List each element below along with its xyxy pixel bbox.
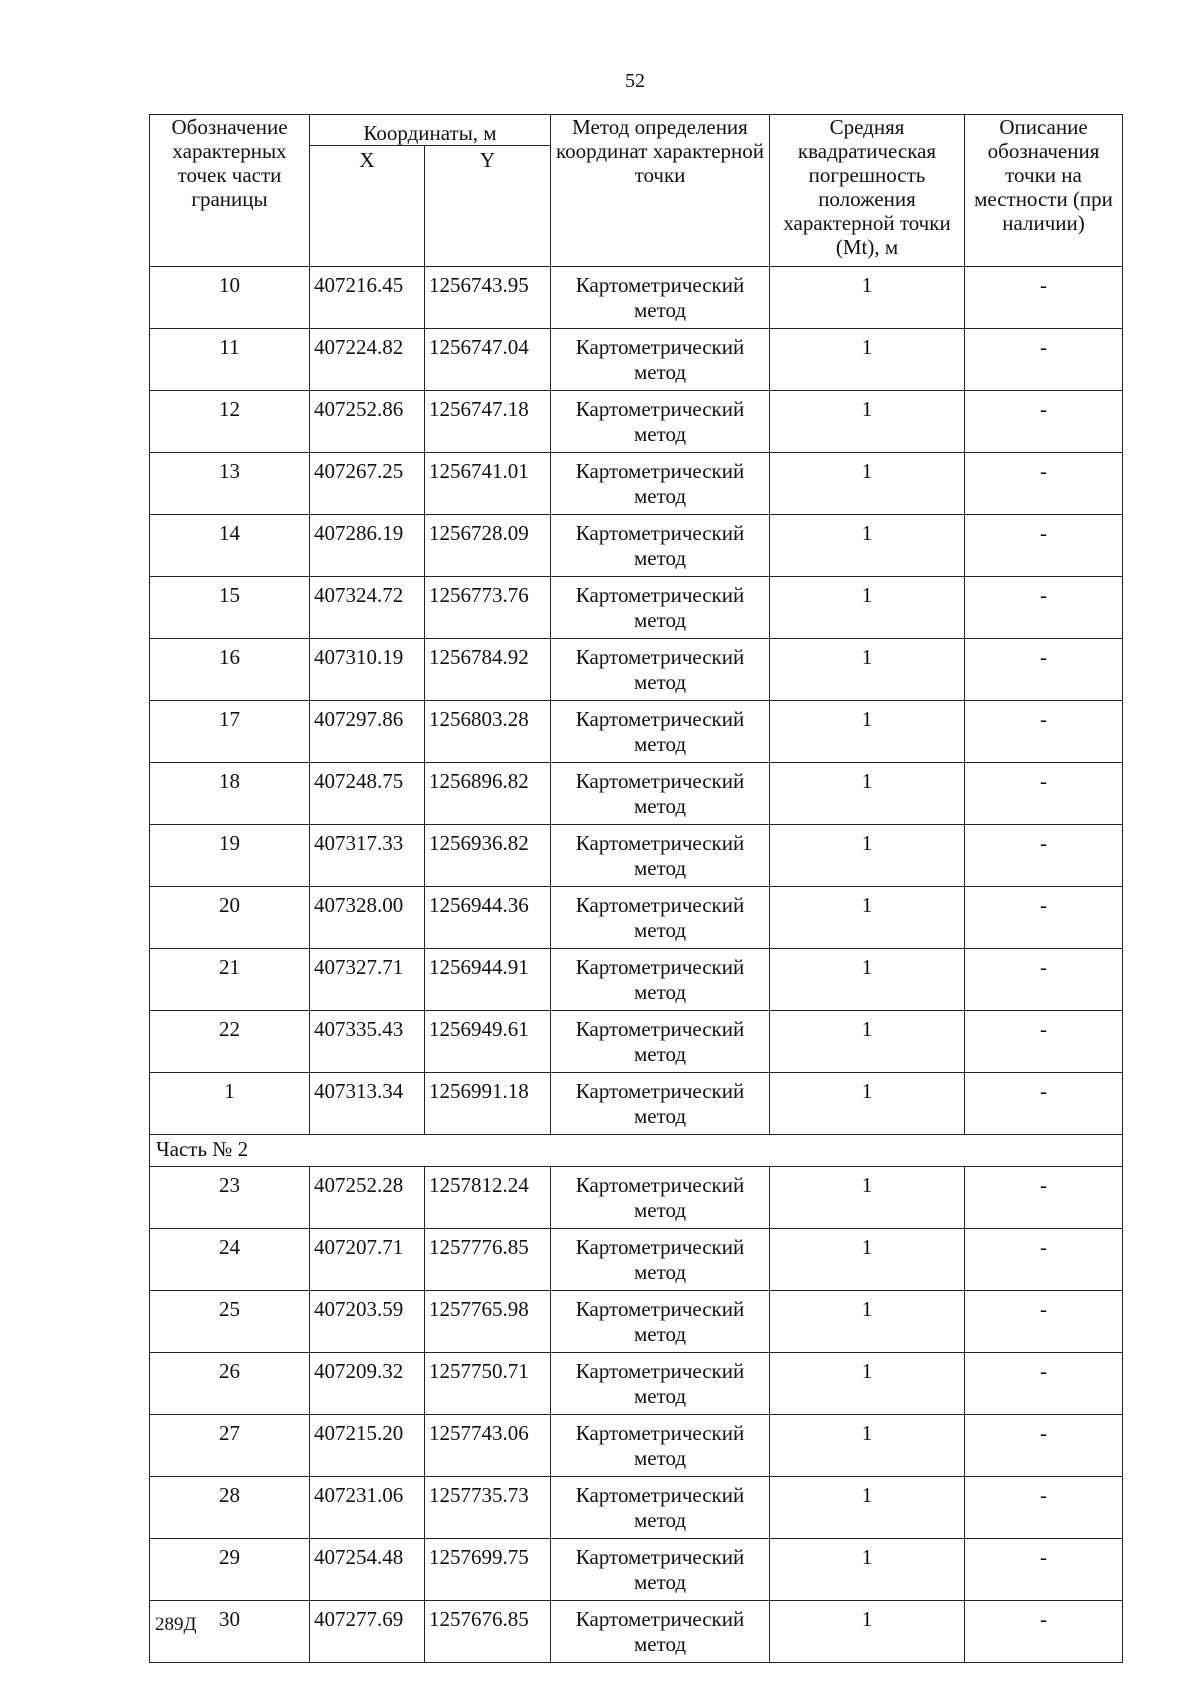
y-coordinate-cell: 1256936.82 <box>425 825 551 887</box>
table-row <box>150 1229 1123 1291</box>
table-row <box>150 701 1123 763</box>
description-cell: - <box>965 639 1123 701</box>
method-cell: Картометрический метод <box>551 1291 770 1353</box>
x-coordinate-cell: 407335.43 <box>310 1011 425 1073</box>
point-cell: 22 <box>150 1011 310 1073</box>
y-coordinate-cell: 1257750.71 <box>425 1353 551 1415</box>
y-coordinate-cell: 1256991.18 <box>425 1073 551 1135</box>
y-coordinate-cell: 1256741.01 <box>425 453 551 515</box>
method-cell: Картометрический метод <box>551 949 770 1011</box>
x-coordinate-cell: 407207.71 <box>310 1229 425 1291</box>
description-cell: - <box>965 267 1123 329</box>
method-cell: Картометрический метод <box>551 577 770 639</box>
error-cell: 1 <box>770 825 965 887</box>
x-coordinate-cell: 407203.59 <box>310 1291 425 1353</box>
point-cell: 12 <box>150 391 310 453</box>
x-coordinate-cell: 407254.48 <box>310 1539 425 1601</box>
y-coordinate-cell: 1257776.85 <box>425 1229 551 1291</box>
x-coordinate-cell: 407224.82 <box>310 329 425 391</box>
method-cell: Картометрический метод <box>551 639 770 701</box>
header-x: X <box>310 146 425 267</box>
error-cell: 1 <box>770 763 965 825</box>
y-coordinate-cell: 1257812.24 <box>425 1167 551 1229</box>
method-cell: Картометрический метод <box>551 1011 770 1073</box>
point-cell: 10 <box>150 267 310 329</box>
description-cell: - <box>965 577 1123 639</box>
error-cell: 1 <box>770 1073 965 1135</box>
y-coordinate-cell: 1256949.61 <box>425 1011 551 1073</box>
point-cell: 29 <box>150 1539 310 1601</box>
error-cell: 1 <box>770 1415 965 1477</box>
table-row <box>150 763 1123 825</box>
header-description: Описание обозначения точки на местности (при наличии) <box>965 115 1123 267</box>
x-coordinate-cell: 407286.19 <box>310 515 425 577</box>
error-cell: 1 <box>770 639 965 701</box>
document-code: 289Д <box>155 1614 197 1635</box>
method-cell: Картометрический метод <box>551 1539 770 1601</box>
description-cell: - <box>965 1539 1123 1601</box>
point-cell: 20 <box>150 887 310 949</box>
coordinates-table <box>149 114 1123 1663</box>
x-coordinate-cell: 407313.34 <box>310 1073 425 1135</box>
error-cell: 1 <box>770 1229 965 1291</box>
point-cell: 1 <box>150 1073 310 1135</box>
method-cell: Картометрический метод <box>551 1073 770 1135</box>
description-cell: - <box>965 701 1123 763</box>
table-row <box>150 1167 1123 1229</box>
method-cell: Картометрический метод <box>551 763 770 825</box>
method-cell: Картометрический метод <box>551 515 770 577</box>
error-cell: 1 <box>770 267 965 329</box>
error-cell: 1 <box>770 391 965 453</box>
error-cell: 1 <box>770 1353 965 1415</box>
point-cell: 14 <box>150 515 310 577</box>
x-coordinate-cell: 407324.72 <box>310 577 425 639</box>
y-coordinate-cell: 1257743.06 <box>425 1415 551 1477</box>
description-cell: - <box>965 515 1123 577</box>
header-coordinates: Координаты, м <box>310 115 551 146</box>
header-point: Обозначение характерных точек части границы <box>150 115 310 267</box>
error-cell: 1 <box>770 1477 965 1539</box>
table-body-part-2 <box>150 1167 1123 1663</box>
point-cell: 27 <box>150 1415 310 1477</box>
table-row <box>150 1539 1123 1601</box>
table-body-part-1 <box>150 267 1123 1135</box>
error-cell: 1 <box>770 701 965 763</box>
y-coordinate-cell: 1257735.73 <box>425 1477 551 1539</box>
method-cell: Картометрический метод <box>551 267 770 329</box>
description-cell: - <box>965 1073 1123 1135</box>
y-coordinate-cell: 1256944.36 <box>425 887 551 949</box>
point-cell: 15 <box>150 577 310 639</box>
point-cell: 26 <box>150 1353 310 1415</box>
description-cell: - <box>965 949 1123 1011</box>
y-coordinate-cell: 1256773.76 <box>425 577 551 639</box>
x-coordinate-cell: 407277.69 <box>310 1601 425 1663</box>
description-cell: - <box>965 1415 1123 1477</box>
table-row <box>150 825 1123 887</box>
error-cell: 1 <box>770 887 965 949</box>
method-cell: Картометрический метод <box>551 1229 770 1291</box>
table-row <box>150 1601 1123 1663</box>
error-cell: 1 <box>770 1011 965 1073</box>
table-row <box>150 329 1123 391</box>
x-coordinate-cell: 407317.33 <box>310 825 425 887</box>
error-cell: 1 <box>770 453 965 515</box>
table-row <box>150 1011 1123 1073</box>
point-cell: 13 <box>150 453 310 515</box>
y-coordinate-cell: 1256747.04 <box>425 329 551 391</box>
x-coordinate-cell: 407310.19 <box>310 639 425 701</box>
x-coordinate-cell: 407267.25 <box>310 453 425 515</box>
x-coordinate-cell: 407328.00 <box>310 887 425 949</box>
y-coordinate-cell: 1257699.75 <box>425 1539 551 1601</box>
x-coordinate-cell: 407215.20 <box>310 1415 425 1477</box>
error-cell: 1 <box>770 1167 965 1229</box>
description-cell: - <box>965 763 1123 825</box>
point-cell: 25 <box>150 1291 310 1353</box>
description-cell: - <box>965 453 1123 515</box>
method-cell: Картометрический метод <box>551 1415 770 1477</box>
table-row <box>150 515 1123 577</box>
point-cell: 16 <box>150 639 310 701</box>
y-coordinate-cell: 1257765.98 <box>425 1291 551 1353</box>
error-cell: 1 <box>770 577 965 639</box>
method-cell: Картометрический метод <box>551 453 770 515</box>
x-coordinate-cell: 407297.86 <box>310 701 425 763</box>
method-cell: Картометрический метод <box>551 825 770 887</box>
table-row <box>150 453 1123 515</box>
point-cell: 21 <box>150 949 310 1011</box>
x-coordinate-cell: 407216.45 <box>310 267 425 329</box>
method-cell: Картометрический метод <box>551 329 770 391</box>
point-cell: 28 <box>150 1477 310 1539</box>
error-cell: 1 <box>770 949 965 1011</box>
y-coordinate-cell: 1257676.85 <box>425 1601 551 1663</box>
description-cell: - <box>965 1229 1123 1291</box>
header-error: Средняя квадратическая погрешность положения характерной точки (Mt), м <box>770 115 965 267</box>
method-cell: Картометрический метод <box>551 887 770 949</box>
error-cell: 1 <box>770 329 965 391</box>
description-cell: - <box>965 1477 1123 1539</box>
error-cell: 1 <box>770 1539 965 1601</box>
y-coordinate-cell: 1256747.18 <box>425 391 551 453</box>
x-coordinate-cell: 407209.32 <box>310 1353 425 1415</box>
table-row <box>150 1291 1123 1353</box>
description-cell: - <box>965 1167 1123 1229</box>
table-body-part-2-label <box>150 1135 1123 1167</box>
table-row <box>150 639 1123 701</box>
header-method: Метод определения координат характерной точки <box>551 115 770 267</box>
point-cell: 11 <box>150 329 310 391</box>
description-cell: - <box>965 1011 1123 1073</box>
x-coordinate-cell: 407248.75 <box>310 763 425 825</box>
part-2-row <box>150 1135 1123 1167</box>
description-cell: - <box>965 1601 1123 1663</box>
header-row-top <box>150 115 1123 146</box>
point-cell: 23 <box>150 1167 310 1229</box>
x-coordinate-cell: 407252.28 <box>310 1167 425 1229</box>
y-coordinate-cell: 1256803.28 <box>425 701 551 763</box>
point-cell: 17 <box>150 701 310 763</box>
table-row <box>150 577 1123 639</box>
description-cell: - <box>965 329 1123 391</box>
error-cell: 1 <box>770 515 965 577</box>
x-coordinate-cell: 407252.86 <box>310 391 425 453</box>
y-coordinate-cell: 1256743.95 <box>425 267 551 329</box>
point-cell: 30 <box>150 1601 310 1663</box>
method-cell: Картометрический метод <box>551 1477 770 1539</box>
method-cell: Картометрический метод <box>551 1167 770 1229</box>
y-coordinate-cell: 1256728.09 <box>425 515 551 577</box>
y-coordinate-cell: 1256784.92 <box>425 639 551 701</box>
point-cell: 19 <box>150 825 310 887</box>
page-number: 52 <box>625 70 645 92</box>
description-cell: - <box>965 825 1123 887</box>
table-row <box>150 1073 1123 1135</box>
method-cell: Картометрический метод <box>551 1353 770 1415</box>
y-coordinate-cell: 1256944.91 <box>425 949 551 1011</box>
error-cell: 1 <box>770 1601 965 1663</box>
y-coordinate-cell: 1256896.82 <box>425 763 551 825</box>
error-cell: 1 <box>770 1291 965 1353</box>
table-row <box>150 1353 1123 1415</box>
method-cell: Картометрический метод <box>551 391 770 453</box>
point-cell: 24 <box>150 1229 310 1291</box>
description-cell: - <box>965 1353 1123 1415</box>
table-row <box>150 1477 1123 1539</box>
method-cell: Картометрический метод <box>551 1601 770 1663</box>
x-coordinate-cell: 407231.06 <box>310 1477 425 1539</box>
table-row <box>150 1415 1123 1477</box>
table-row <box>150 267 1123 329</box>
x-coordinate-cell: 407327.71 <box>310 949 425 1011</box>
part-2-label: Часть № 2 <box>150 1135 1123 1167</box>
header-y: Y <box>425 146 551 267</box>
table-row <box>150 391 1123 453</box>
description-cell: - <box>965 1291 1123 1353</box>
method-cell: Картометрический метод <box>551 701 770 763</box>
table-row <box>150 949 1123 1011</box>
description-cell: - <box>965 391 1123 453</box>
table-row <box>150 887 1123 949</box>
point-cell: 18 <box>150 763 310 825</box>
description-cell: - <box>965 887 1123 949</box>
